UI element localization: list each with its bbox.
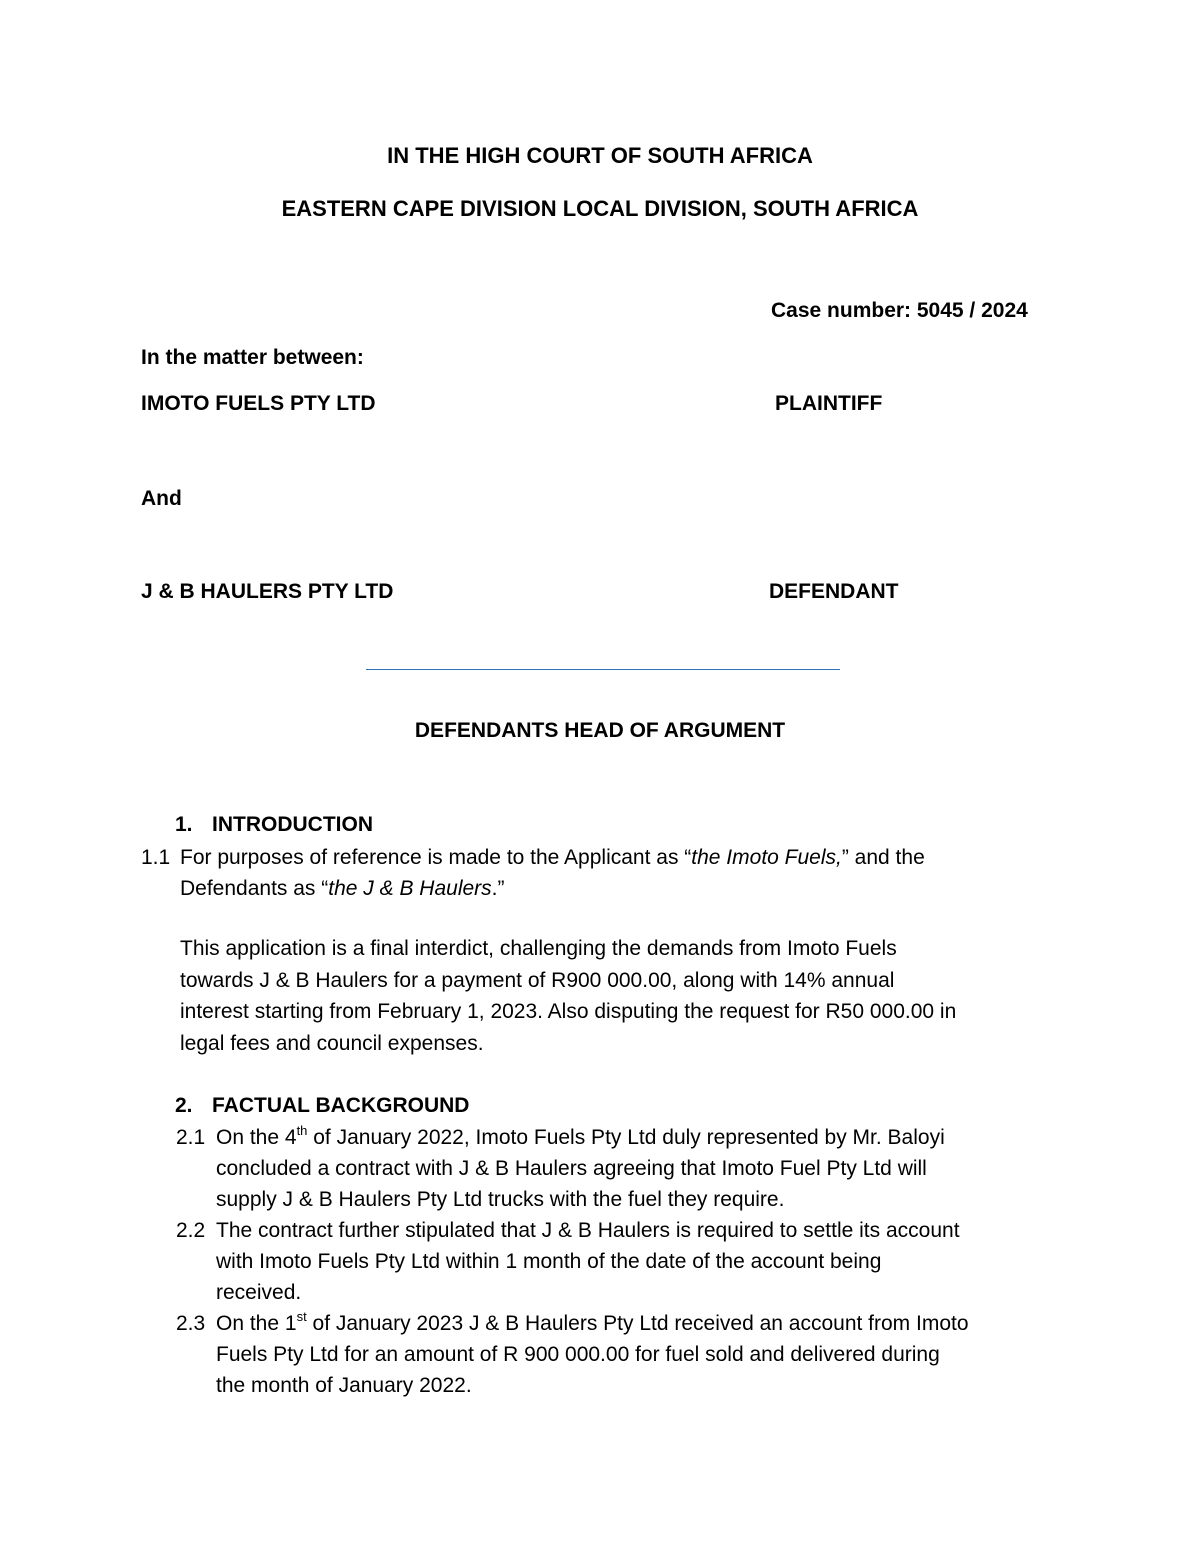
para-2-1-line-2: concluded a contract with J & B Haulers agreeing that Imoto Fuel Pty Ltd will xyxy=(216,1157,927,1180)
defendant-name: J & B HAULERS PTY LTD xyxy=(141,580,394,603)
divider-line xyxy=(366,669,840,670)
para-2-3-line-2: Fuels Pty Ltd for an amount of R 900 000.00 for fuel sold and delivered during xyxy=(216,1343,940,1366)
and-separator: And xyxy=(141,487,182,510)
section-2-title: FACTUAL BACKGROUND xyxy=(212,1094,470,1117)
intro-paragraph-line: towards J & B Haulers for a payment of R900 000.00, along with 14% annual xyxy=(180,969,895,992)
division-heading: EASTERN CAPE DIVISION LOCAL DIVISION, SOUTH AFRICA xyxy=(281,196,919,221)
para-2-1-line-3: supply J & B Haulers Pty Ltd trucks with the fuel they require. xyxy=(216,1188,785,1211)
para-2-2-line-3: received. xyxy=(216,1281,302,1304)
matter-between-label: In the matter between: xyxy=(141,346,364,369)
para-1-1-line-2: Defendants as “the J & B Haulers.” xyxy=(180,877,505,900)
intro-paragraph-line: legal fees and council expenses. xyxy=(180,1032,484,1055)
intro-paragraph-line: interest starting from February 1, 2023. Also disputing the request for R50 000.00 in xyxy=(180,1000,957,1023)
para-1-1-number: 1.1 xyxy=(141,846,171,869)
para-2-3-number: 2.3 xyxy=(176,1312,206,1335)
para-2-2-line-1: The contract further stipulated that J & B Haulers is required to settle its account xyxy=(216,1219,960,1242)
para-2-1-line-1: On the 4th of January 2022, Imoto Fuels Pty Ltd duly represented by Mr. Baloyi xyxy=(216,1123,945,1149)
para-1-1-line-1: For purposes of reference is made to the Applicant as “the Imoto Fuels,” and the xyxy=(180,846,925,869)
para-2-3-line-1: On the 1st of January 2023 J & B Haulers Pty Ltd received an account from Imoto xyxy=(216,1309,969,1335)
intro-paragraph-line: This application is a final interdict, challenging the demands from Imoto Fuels xyxy=(180,937,897,960)
ordinal-suffix: th xyxy=(296,1123,308,1138)
imoto-fuels-italic: the Imoto Fuels, xyxy=(691,846,842,869)
defendant-role: DEFENDANT xyxy=(769,580,899,603)
section-1-title: INTRODUCTION xyxy=(212,813,373,836)
para-2-2-line-2: with Imoto Fuels Pty Ltd within 1 month of the date of the account being xyxy=(216,1250,882,1273)
plaintiff-name: IMOTO FUELS PTY LTD xyxy=(141,392,376,415)
ordinal-suffix: st xyxy=(296,1309,307,1324)
para-2-3-line-3: the month of January 2022. xyxy=(216,1374,472,1397)
case-number: Case number: 5045 / 2024 xyxy=(771,299,1028,322)
document-title: DEFENDANTS HEAD OF ARGUMENT xyxy=(414,719,786,742)
jb-haulers-italic: the J & B Haulers xyxy=(328,877,492,900)
section-1-number: 1. xyxy=(175,813,193,836)
court-heading: IN THE HIGH COURT OF SOUTH AFRICA xyxy=(387,143,813,168)
para-2-2-number: 2.2 xyxy=(176,1219,206,1242)
plaintiff-role: PLAINTIFF xyxy=(775,392,883,415)
section-2-number: 2. xyxy=(175,1094,193,1117)
para-2-1-number: 2.1 xyxy=(176,1126,206,1149)
